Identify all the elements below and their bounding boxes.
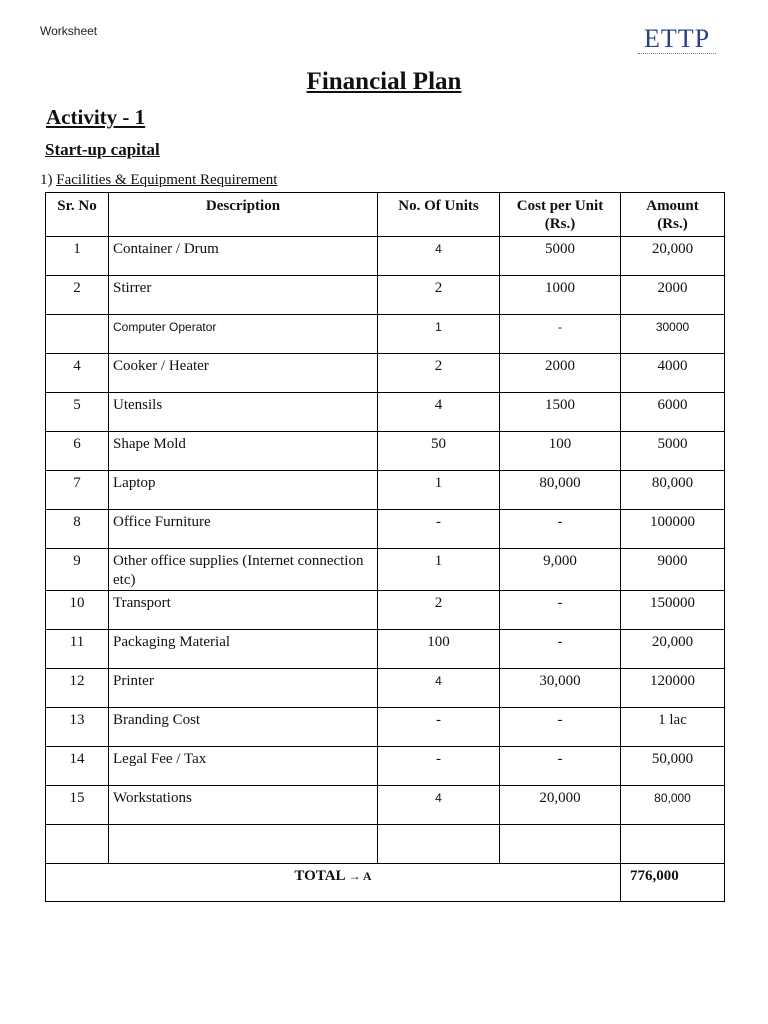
cell-cost [500, 825, 621, 864]
worksheet-label: Worksheet [40, 24, 98, 38]
cell-description: Transport [109, 591, 378, 630]
cell-cost: - [500, 591, 621, 630]
header-amount [621, 193, 725, 237]
table-row [46, 315, 725, 354]
total-label: TOTAL [294, 868, 346, 884]
header-units: No. Of Units [378, 193, 500, 237]
cell-sr: 11 [46, 630, 109, 669]
cell-sr: 9 [46, 549, 109, 591]
cell-sr: 6 [46, 432, 109, 471]
cell-sr: 14 [46, 747, 109, 786]
cell-cost: 5000 [500, 237, 621, 276]
cell-cost: - [500, 708, 621, 747]
cell-sr: 15 [46, 786, 109, 825]
cell-amount: 80,000 [621, 786, 725, 825]
cell-units: 1 [378, 315, 500, 354]
cell-amount [621, 825, 725, 864]
cell-description: Legal Fee / Tax [109, 747, 378, 786]
subsection-heading [40, 172, 277, 189]
cell-amount: 5000 [621, 432, 725, 471]
cell-units: 100 [378, 630, 500, 669]
cell-description: Office Furniture [109, 510, 378, 549]
cell-units: 1 [378, 471, 500, 510]
section-heading: Start-up capital [45, 140, 160, 159]
cell-amount: 2000 [621, 276, 725, 315]
cell-units: 2 [378, 276, 500, 315]
equipment-table [45, 192, 725, 902]
table-row [46, 393, 725, 432]
total-arrow: → [345, 869, 363, 883]
cell-cost: 1500 [500, 393, 621, 432]
cell-description: Stirrer [109, 276, 378, 315]
table-row [46, 432, 725, 471]
cell-description: Other office supplies (Internet connection etc) [109, 549, 378, 591]
total-amount: 776,000 [621, 864, 725, 902]
cell-description: Container / Drum [109, 237, 378, 276]
cell-units: - [378, 510, 500, 549]
cell-amount: 6000 [621, 393, 725, 432]
cell-sr: 4 [46, 354, 109, 393]
cell-units: 2 [378, 591, 500, 630]
table-row [46, 747, 725, 786]
header-amount-line1: Amount [646, 198, 699, 214]
table-row [46, 471, 725, 510]
cell-cost: 2000 [500, 354, 621, 393]
cell-units: 4 [378, 237, 500, 276]
cell-amount: 20,000 [621, 630, 725, 669]
cell-amount: 1 lac [621, 708, 725, 747]
cell-sr: 7 [46, 471, 109, 510]
cell-amount: 20,000 [621, 237, 725, 276]
table-row [46, 510, 725, 549]
table-row [46, 630, 725, 669]
cell-amount: 50,000 [621, 747, 725, 786]
cell-units: 1 [378, 549, 500, 591]
cell-description: Cooker / Heater [109, 354, 378, 393]
logo-text: ETTP [643, 24, 711, 53]
cell-sr: 8 [46, 510, 109, 549]
cell-units: 50 [378, 432, 500, 471]
cell-amount: 120000 [621, 669, 725, 708]
logo-tagline-graphic [638, 53, 716, 56]
total-label-cell [46, 864, 621, 902]
cell-cost: - [500, 315, 621, 354]
total-row [46, 864, 725, 902]
table-row [46, 708, 725, 747]
cell-amount: 4000 [621, 354, 725, 393]
cell-sr: 13 [46, 708, 109, 747]
activity-heading: Activity - 1 [46, 105, 146, 129]
cell-cost: 80,000 [500, 471, 621, 510]
cell-sr: 5 [46, 393, 109, 432]
cell-units: 4 [378, 393, 500, 432]
cell-cost: 20,000 [500, 786, 621, 825]
cell-description: Laptop [109, 471, 378, 510]
subsection-title: Facilities & Equipment Requirement [56, 172, 278, 188]
subsection-number: 1) [40, 172, 57, 188]
cell-cost: - [500, 630, 621, 669]
cell-units: - [378, 708, 500, 747]
table-row [46, 669, 725, 708]
header-amount-line2: (Rs.) [657, 216, 688, 232]
cell-sr: 10 [46, 591, 109, 630]
cell-description: Workstations [109, 786, 378, 825]
header-description: Description [109, 193, 378, 237]
cell-amount: 100000 [621, 510, 725, 549]
cell-amount: 30000 [621, 315, 725, 354]
header-cost-line1: Cost per Unit [516, 198, 604, 214]
total-suffix: A [362, 869, 372, 883]
table-row-empty [46, 825, 725, 864]
ettp-logo [636, 26, 718, 56]
header-sr-no: Sr. No [46, 193, 109, 237]
cell-sr: 12 [46, 669, 109, 708]
cell-cost: 30,000 [500, 669, 621, 708]
cell-cost: - [500, 510, 621, 549]
cell-description [109, 825, 378, 864]
cell-description: Printer [109, 669, 378, 708]
table-row [46, 276, 725, 315]
cell-units: 4 [378, 786, 500, 825]
table-row [46, 237, 725, 276]
cell-amount: 150000 [621, 591, 725, 630]
cell-description: Utensils [109, 393, 378, 432]
cell-sr: 2 [46, 276, 109, 315]
cell-cost: 100 [500, 432, 621, 471]
cell-description: Packaging Material [109, 630, 378, 669]
cell-cost: 1000 [500, 276, 621, 315]
cell-description: Shape Mold [109, 432, 378, 471]
table-row [46, 591, 725, 630]
table-header-row [46, 193, 725, 237]
header-cost-line2: (Rs.) [544, 216, 576, 232]
cell-sr [46, 315, 109, 354]
header-cost [500, 193, 621, 237]
cell-units: 4 [378, 669, 500, 708]
page-title: Financial Plan [306, 68, 462, 95]
cell-amount: 80,000 [621, 471, 725, 510]
cell-description: Branding Cost [109, 708, 378, 747]
cell-units: - [378, 747, 500, 786]
cell-units: 2 [378, 354, 500, 393]
cell-sr [46, 825, 109, 864]
cell-sr: 1 [46, 237, 109, 276]
table-row [46, 354, 725, 393]
table-row [46, 549, 725, 591]
table-row [46, 786, 725, 825]
cell-amount: 9000 [621, 549, 725, 591]
cell-cost: 9,000 [500, 549, 621, 591]
cell-units [378, 825, 500, 864]
cell-cost: - [500, 747, 621, 786]
cell-description: Computer Operator [109, 315, 378, 354]
